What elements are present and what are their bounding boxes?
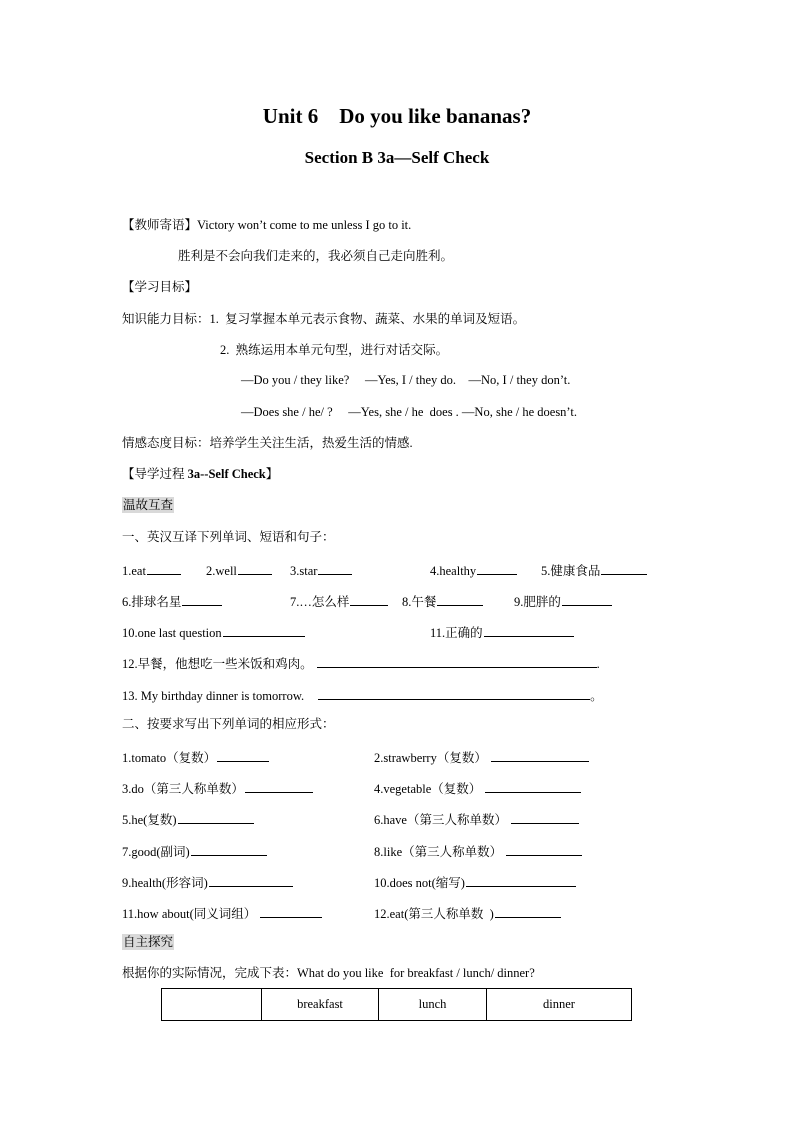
table-header-breakfast: breakfast (262, 989, 379, 1021)
knowledge-goal-item2: 2. 熟练运用本单元句型，进行对话交际。 (220, 343, 449, 357)
sentence-pattern-1: —Do you / they like? —Yes, I / they do. —No, I / they don’t. (241, 373, 571, 387)
item-label: 6.排球名星 (122, 595, 182, 609)
table-row (162, 989, 632, 1021)
meal-table (161, 988, 632, 1021)
list-item (122, 562, 181, 578)
item-label: 3.star (290, 564, 318, 578)
answer-blank[interactable] (147, 562, 181, 575)
list-item (122, 593, 222, 609)
item-label: 5.he(复数) (122, 813, 177, 827)
item-label: 10.does not(缩写) (374, 876, 465, 890)
item-label: 7.…怎么样 (290, 595, 350, 609)
item-label: 9.health(形容词) (122, 876, 208, 890)
list-item (402, 593, 483, 609)
item-label: 5.健康食品 (541, 564, 601, 578)
answer-blank[interactable] (223, 624, 305, 637)
item-label: 12.eat(第三人称单数 ) (374, 907, 494, 921)
answer-blank[interactable] (477, 562, 517, 575)
answer-blank[interactable] (182, 593, 222, 606)
answer-blank[interactable] (318, 687, 590, 700)
item-label: 8.like（第三人称单数） (374, 845, 503, 859)
item-label: 1.tomato（复数） (122, 751, 217, 765)
list-item (514, 593, 612, 609)
item-label: 10.one last question (122, 626, 222, 640)
sentence-12 (122, 655, 600, 671)
item-label: 4.healthy (430, 564, 477, 578)
sentence-pattern-2: —Does she / he/ ? —Yes, she / he does . —No, she / he doesn’t. (241, 405, 577, 419)
answer-blank[interactable] (511, 811, 579, 824)
list-item (122, 843, 267, 859)
attitude-goal: 情感态度目标：培养学生关注生活，热爱生活的情感. (122, 436, 413, 450)
list-item (430, 624, 574, 640)
list-item (122, 624, 305, 640)
explore-heading-text: 自主探究 (123, 935, 174, 949)
table-header-lunch: lunch (379, 989, 487, 1021)
answer-blank[interactable] (466, 874, 576, 887)
list-item (206, 562, 272, 578)
teacher-words (122, 219, 411, 232)
answer-blank[interactable] (601, 562, 647, 575)
teacher-words-en: Victory won’t come to me unless I go to it. (197, 218, 412, 232)
answer-blank[interactable] (350, 593, 388, 606)
item-label: 4.vegetable（复数） (374, 782, 482, 796)
list-item (122, 780, 313, 796)
item-label: 3.do（第三人称单数） (122, 782, 244, 796)
process-label-suffix: 】 (265, 467, 279, 481)
item-label: 2.strawberry（复数） (374, 751, 487, 765)
explore-heading (122, 936, 174, 949)
list-item (374, 874, 576, 890)
explore-instruction: 根据你的实际情况，完成下表：What do you like for breakfast / lunch/ dinner? (122, 966, 535, 980)
sentence-13 (122, 687, 603, 703)
page-title: Unit 6 Do you like bananas? (262, 104, 532, 128)
list-item (430, 562, 517, 578)
item-label: 12.早餐，他想吃一些米饭和鸡肉。 (122, 657, 313, 671)
list-item (374, 749, 589, 765)
answer-blank[interactable] (491, 749, 589, 762)
answer-blank[interactable] (178, 811, 254, 824)
knowledge-goal-label: 知识能力目标： (122, 312, 210, 326)
table-cell[interactable] (162, 989, 262, 1021)
table-header-dinner: dinner (487, 989, 632, 1021)
knowledge-goal-item1: 1. 复习掌握本单元表示食物、蔬菜、水果的单词及短语。 (209, 312, 526, 326)
list-item (374, 843, 582, 859)
process-label-bold: 3a--Self Check (187, 467, 266, 481)
knowledge-goal (122, 313, 525, 326)
teacher-words-label: 【教师寄语】 (122, 218, 198, 232)
item-label: 7.good(副词) (122, 845, 190, 859)
item-label: 9.肥胖的 (514, 595, 561, 609)
part1-title: 一、英汉互译下列单词、短语和句子： (122, 530, 335, 544)
item-label: 13. My birthday dinner is tomorrow. (122, 689, 305, 703)
process-label-prefix: 【导学过程 (122, 467, 188, 481)
item-label: 1.eat (122, 564, 146, 578)
answer-blank[interactable] (318, 562, 352, 575)
answer-blank[interactable] (484, 624, 574, 637)
list-item (122, 811, 254, 827)
item-label: 6.have（第三人称单数） (374, 813, 507, 827)
answer-blank[interactable] (260, 905, 322, 918)
list-item (122, 874, 293, 890)
list-item (122, 749, 269, 765)
item-label: 2.well (206, 564, 237, 578)
list-item (374, 780, 581, 796)
answer-blank[interactable] (485, 780, 581, 793)
answer-blank[interactable] (562, 593, 612, 606)
sentence-end: . (596, 657, 600, 671)
list-item (122, 905, 322, 921)
page-subtitle: Section B 3a—Self Check (304, 148, 490, 167)
list-item (374, 905, 561, 921)
item-label: 11.how about(同义词组） (122, 907, 257, 921)
process-label (122, 468, 278, 481)
review-heading (122, 499, 174, 512)
list-item (374, 811, 579, 827)
teacher-words-zh: 胜利是不会向我们走来的，我必须自己走向胜利。 (178, 249, 454, 263)
list-item (290, 593, 388, 609)
list-item (290, 562, 352, 578)
answer-blank[interactable] (506, 843, 582, 856)
part2-title: 二、按要求写出下列单词的相应形式： (122, 717, 335, 731)
answer-blank[interactable] (191, 843, 267, 856)
item-label: 8.午餐 (402, 595, 437, 609)
answer-blank[interactable] (217, 749, 269, 762)
answer-blank[interactable] (209, 874, 293, 887)
item-label: 11.正确的 (430, 626, 483, 640)
review-heading-text: 温故互查 (123, 498, 174, 512)
answer-blank[interactable] (437, 593, 483, 606)
answer-blank[interactable] (245, 780, 313, 793)
goals-label: 【学习目标】 (122, 280, 198, 294)
list-item (541, 562, 647, 578)
sentence-end: 。 (590, 689, 603, 703)
answer-blank[interactable] (317, 655, 597, 668)
answer-blank[interactable] (238, 562, 272, 575)
answer-blank[interactable] (495, 905, 561, 918)
